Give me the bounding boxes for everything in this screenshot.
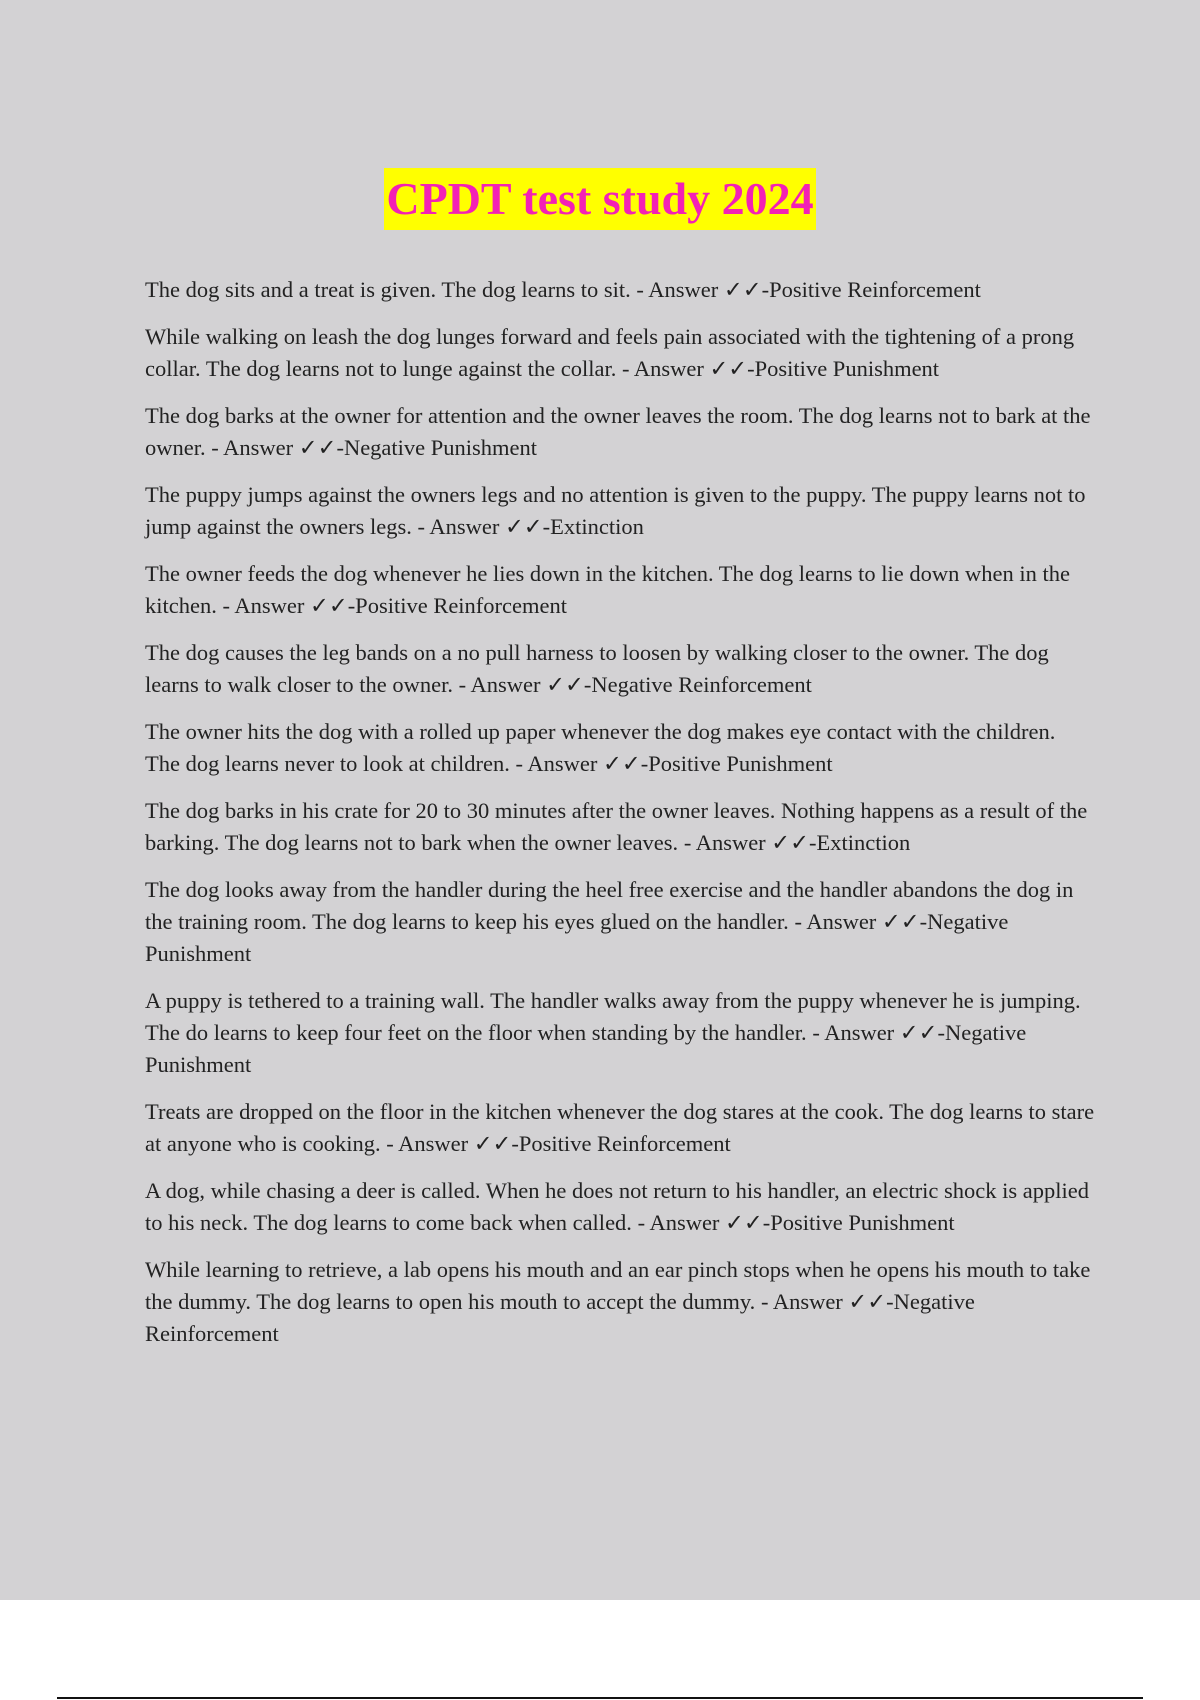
answer-label: - Answer <box>678 830 772 855</box>
footer-divider <box>57 1697 1143 1699</box>
answer-label: - Answer <box>806 1020 900 1045</box>
answer-label: - Answer <box>755 1289 849 1314</box>
double-check-icon: ✓✓ <box>298 435 337 460</box>
answer-label: - Answer <box>616 356 710 381</box>
qa-question: The owner hits the dog with a rolled up paper whenever the dog makes eye contact with the children. The dog learns never to look at children. <box>145 719 1056 776</box>
answer-label: - Answer <box>216 593 310 618</box>
answer-label: - Answer <box>380 1131 474 1156</box>
qa-item <box>145 479 1095 543</box>
double-check-icon: ✓✓ <box>725 1210 763 1235</box>
qa-question: A dog, while chasing a deer is called. When he does not return to his handler, an electric shock is applied to his neck. The dog learns to come back when called. <box>145 1178 1090 1235</box>
double-check-icon: ✓✓ <box>504 514 543 539</box>
answer-label: - Answer <box>631 1210 726 1235</box>
qa-item <box>145 274 1095 306</box>
qa-question: A puppy is tethered to a training wall. The handler walks away from the puppy whenever he is jumping. The do learns to keep four feet on the floor when standing by the handler. <box>145 988 1081 1045</box>
qa-answer: -Extinction <box>809 830 911 855</box>
qa-answer: -Positive Punishment <box>640 751 833 776</box>
qa-answer: -Negative Punishment <box>145 1020 1027 1077</box>
qa-answer: -Negative Reinforcement <box>583 672 812 697</box>
qa-answer: -Negative Reinforcement <box>145 1289 975 1346</box>
qa-question: The puppy jumps against the owners legs and no attention is given to the puppy. The puppy learns not to jump against the owners legs. <box>145 482 1086 539</box>
qa-answer: -Positive Punishment <box>762 1210 955 1235</box>
double-check-icon: ✓✓ <box>709 356 748 381</box>
answer-label: - Answer <box>453 672 547 697</box>
qa-item <box>145 795 1095 859</box>
double-check-icon: ✓✓ <box>546 672 584 697</box>
double-check-icon: ✓✓ <box>473 1131 512 1156</box>
qa-item <box>145 1096 1095 1160</box>
answer-label: - Answer <box>411 514 505 539</box>
qa-item <box>145 321 1095 385</box>
qa-answer: -Negative Punishment <box>145 909 1009 966</box>
qa-question: The dog looks away from the handler during the heel free exercise and the handler abandons the dog in the training room. The dog learns to keep his eyes glued on the handler. <box>145 877 1074 934</box>
qa-answer: -Positive Punishment <box>747 356 940 381</box>
qa-answer: -Positive Reinforcement <box>761 277 981 302</box>
double-check-icon: ✓✓ <box>309 593 348 618</box>
qa-answer: -Negative Punishment <box>336 435 538 460</box>
answer-label: - Answer <box>205 435 299 460</box>
qa-item <box>145 1254 1095 1350</box>
answer-label: - Answer <box>509 751 603 776</box>
double-check-icon: ✓✓ <box>771 830 810 855</box>
qa-item <box>145 1175 1095 1239</box>
qa-question: The owner feeds the dog whenever he lies down in the kitchen. The dog learns to lie down when in the kitchen. <box>145 561 1070 618</box>
qa-list <box>145 274 1095 1365</box>
qa-item <box>145 874 1095 970</box>
qa-item <box>145 558 1095 622</box>
double-check-icon: ✓✓ <box>881 909 920 934</box>
page-title: CPDT test study 2024 <box>384 168 815 230</box>
double-check-icon: ✓✓ <box>603 751 641 776</box>
qa-item <box>145 400 1095 464</box>
qa-answer: -Extinction <box>542 514 644 539</box>
answer-label: - Answer <box>630 277 724 302</box>
qa-item <box>145 985 1095 1081</box>
title-wrapper <box>0 168 1200 230</box>
qa-answer: -Positive Reinforcement <box>511 1131 731 1156</box>
double-check-icon: ✓✓ <box>848 1289 887 1314</box>
double-check-icon: ✓✓ <box>899 1020 938 1045</box>
qa-question: Treats are dropped on the floor in the kitchen whenever the dog stares at the cook. The dog learns to stare at anyone who is cooking. <box>145 1099 1095 1156</box>
double-check-icon: ✓✓ <box>723 277 762 302</box>
answer-label: - Answer <box>788 909 882 934</box>
qa-item <box>145 716 1095 780</box>
qa-item <box>145 637 1095 701</box>
qa-question: The dog barks at the owner for attention and the owner leaves the room. The dog learns not to bark at the owner. <box>145 403 1091 460</box>
qa-question: While walking on leash the dog lunges forward and feels pain associated with the tightening of a prong collar. The dog learns not to lunge against the collar. <box>145 324 1075 381</box>
qa-question: The dog causes the leg bands on a no pull harness to loosen by walking closer to the owner. The dog learns to walk closer to the owner. <box>145 640 1049 697</box>
qa-answer: -Positive Reinforcement <box>347 593 568 618</box>
qa-question: The dog sits and a treat is given. The dog learns to sit. <box>145 277 631 302</box>
qa-question: While learning to retrieve, a lab opens his mouth and an ear pinch stops when he opens his mouth to take the dummy. The dog learns to open his mouth to accept the dummy. <box>145 1257 1091 1314</box>
qa-question: The dog barks in his crate for 20 to 30 minutes after the owner leaves. Nothing happens as a result of the barking. The dog learns not to bark when the owner leaves. <box>145 798 1088 855</box>
